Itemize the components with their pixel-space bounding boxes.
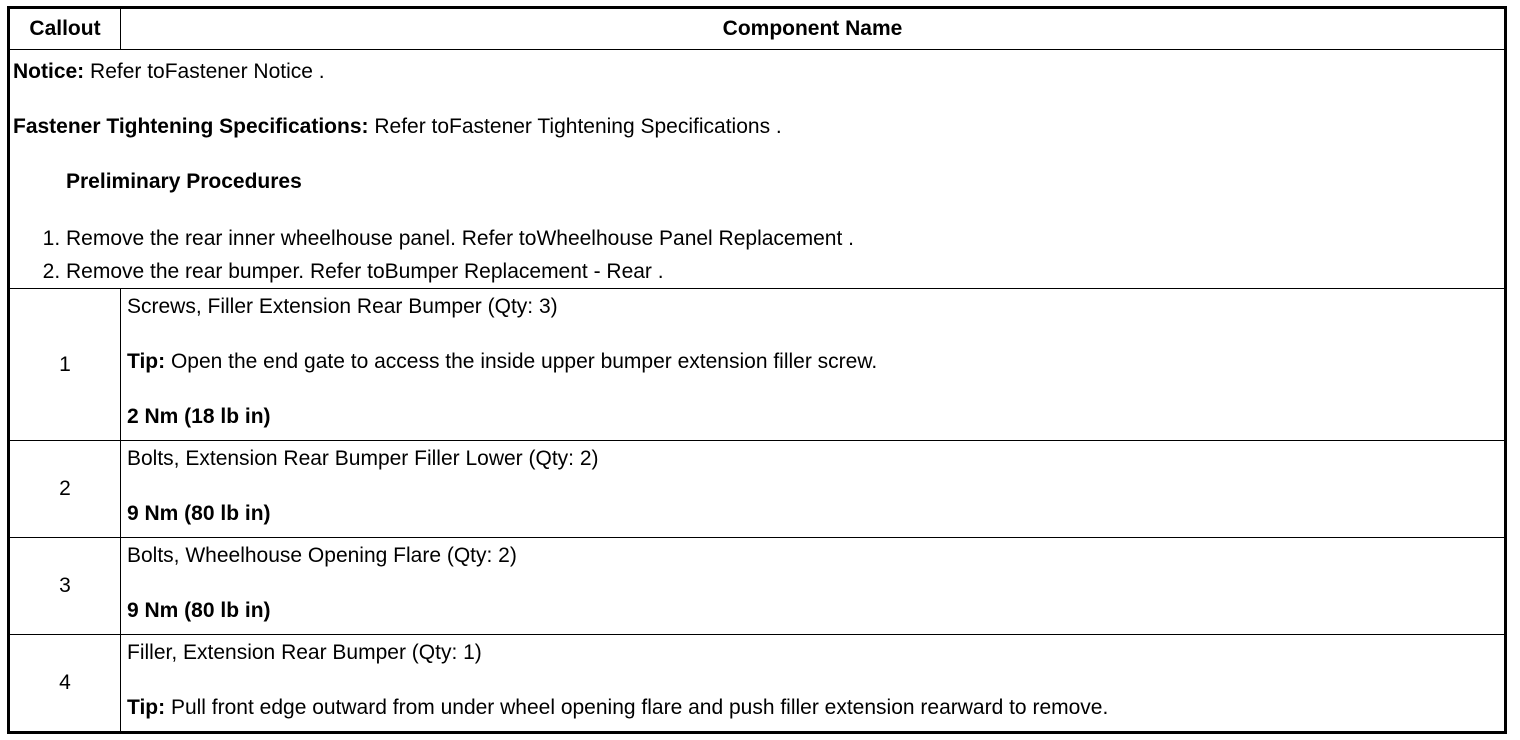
table-row (10, 289, 1505, 441)
procedure-table (9, 8, 1505, 732)
tip-line (127, 695, 1498, 720)
table-row (10, 441, 1505, 538)
spec-label: Fastener Tightening Specifications: (13, 115, 369, 138)
table-row (10, 538, 1505, 635)
component-name: Bolts, Extension Rear Bumper Filler Lower (Qty: 2) (127, 447, 599, 470)
component-name: Screws, Filler Extension Rear Bumper (Qty: 3) (127, 295, 558, 318)
component-cell (121, 538, 1505, 635)
tip-text: Pull front edge outward from under wheel opening flare and push filler extension rearward to remove. (165, 696, 1109, 719)
notice-line (13, 59, 1500, 84)
spec-text: Refer toFastener Tightening Specifications . (368, 115, 782, 138)
callout-number: 1 (10, 289, 121, 441)
component-name-header: Component Name (121, 9, 1505, 50)
notice-label: Notice: (13, 60, 85, 83)
callout-number: 4 (10, 635, 121, 732)
spec-line (13, 114, 1500, 139)
callout-number: 3 (10, 538, 121, 635)
notes-row (10, 50, 1505, 289)
torque-spec: 9 Nm (80 lb in) (127, 599, 271, 622)
tip-label: Tip: (127, 350, 166, 373)
tip-line (127, 349, 1498, 374)
header-row (10, 9, 1505, 50)
tip-text: Open the end gate to access the inside upper bumper extension filler screw. (165, 350, 878, 373)
component-cell (121, 635, 1505, 732)
preliminary-procedures-title: Preliminary Procedures (66, 170, 302, 193)
component-name: Filler, Extension Rear Bumper (Qty: 1) (127, 641, 482, 664)
component-name: Bolts, Wheelhouse Opening Flare (Qty: 2) (127, 544, 517, 567)
component-cell (121, 289, 1505, 441)
preliminary-steps-list (13, 222, 1500, 288)
procedure-table-frame (7, 6, 1507, 734)
step-item: 1. Remove the rear inner wheelhouse panel. Refer toWheelhouse Panel Replacement . (66, 222, 1500, 255)
step-item: 2. Remove the rear bumper. Refer toBumper Replacement - Rear . (66, 255, 1500, 288)
component-cell (121, 441, 1505, 538)
notice-text: Refer toFastener Notice . (84, 60, 325, 83)
callout-header: Callout (10, 9, 121, 50)
torque-spec: 9 Nm (80 lb in) (127, 502, 271, 525)
tip-label: Tip: (127, 696, 166, 719)
callout-number: 2 (10, 441, 121, 538)
notes-cell (10, 50, 1505, 289)
table-row (10, 635, 1505, 732)
torque-spec: 2 Nm (18 lb in) (127, 405, 271, 428)
